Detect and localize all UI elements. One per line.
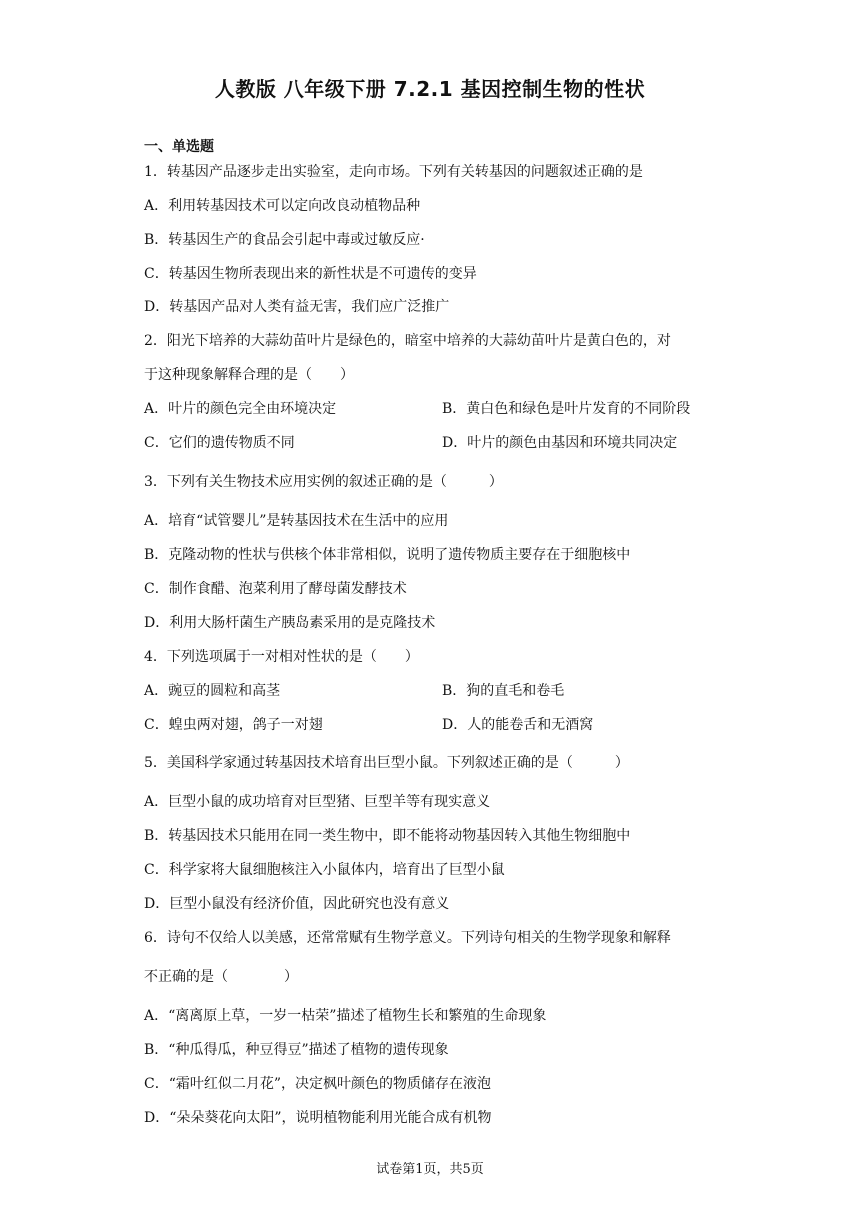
question-2-option-a: A．叶片的颜色完全由环境决定	[144, 401, 337, 417]
question-5-option-b: B．转基因技术只能用在同一类生物中，即不能将动物基因转入其他生物细胞中	[144, 828, 631, 844]
question-4-option-a: A．豌豆的圆粒和高茎	[144, 683, 281, 699]
question-4-option-d: D．人的能卷舌和无酒窝	[442, 717, 594, 733]
page-footer: 试卷第1页，共5页	[376, 1162, 484, 1177]
question-3-stem: 3．下列有关生物技术应用实例的叙述正确的是（ ）	[144, 474, 503, 490]
question-6-stem-line-2: 不正确的是（ ）	[144, 969, 298, 985]
question-5-option-d: D．巨型小鼠没有经济价值，因此研究也没有意义	[144, 896, 450, 912]
question-2-option-c: C．它们的遗传物质不同	[144, 435, 295, 451]
question-1-stem: 1．转基因产品逐步走出实验室，走向市场。下列有关转基因的问题叙述正确的是	[144, 164, 643, 180]
section-heading: 一、单选题	[144, 139, 214, 155]
page-title: 人教版 八年级下册 7.2.1 基因控制生物的性状	[214, 77, 646, 101]
question-2-stem-line-2: 于这种现象解释合理的是（ ）	[144, 367, 354, 383]
question-3-option-a: A．培育“试管婴儿”是转基因技术在生活中的应用	[144, 513, 449, 529]
question-1-option-d: D．转基因产品对人类有益无害，我们应广泛推广	[144, 299, 450, 315]
question-5-option-a: A．巨型小鼠的成功培育对巨型猪、巨型羊等有现实意义	[144, 794, 491, 810]
question-2-stem-line-1: 2．阳光下培养的大蒜幼苗叶片是绿色的，暗室中培养的大蒜幼苗叶片是黄白色的，对	[144, 333, 671, 349]
question-3-option-c: C．制作食醋、泡菜利用了酵母菌发酵技术	[144, 581, 407, 597]
question-6-option-b: B．“种瓜得瓜，种豆得豆”描述了植物的遗传现象	[144, 1042, 449, 1058]
question-4-stem: 4．下列选项属于一对相对性状的是（ ）	[144, 649, 419, 665]
question-2-option-d: D．叶片的颜色由基因和环境共同决定	[442, 435, 678, 451]
question-5-stem: 5．美国科学家通过转基因技术培育出巨型小鼠。下列叙述正确的是（ ）	[144, 755, 629, 771]
question-2-option-b: B．黄白色和绿色是叶片发育的不同阶段	[442, 401, 691, 417]
question-6-stem-line-1: 6．诗句不仅给人以美感，还常常赋有生物学意义。下列诗句相关的生物学现象和解释	[144, 930, 671, 946]
question-4-option-b: B．狗的直毛和卷毛	[442, 683, 565, 699]
question-6-option-d: D．“朵朵葵花向太阳”，说明植物能利用光能合成有机物	[144, 1110, 492, 1126]
question-1-option-b: B．转基因生产的食品会引起中毒或过敏反应·	[144, 232, 425, 248]
question-1-option-a: A．利用转基因技术可以定向改良动植物品种	[144, 198, 421, 214]
question-6-option-c: C．“霜叶红似二月花”，决定枫叶颜色的物质储存在液泡	[144, 1076, 492, 1092]
question-6-option-a: A．“离离原上草，一岁一枯荣”描述了植物生长和繁殖的生命现象	[144, 1008, 547, 1024]
question-1-option-c: C．转基因生物所表现出来的新性状是不可遗传的变异	[144, 266, 477, 282]
question-3-option-d: D．利用大肠杆菌生产胰岛素采用的是克隆技术	[144, 615, 436, 631]
question-3-option-b: B．克隆动物的性状与供核个体非常相似，说明了遗传物质主要存在于细胞核中	[144, 547, 631, 563]
question-4-option-c: C．蝗虫两对翅，鸽子一对翅	[144, 717, 323, 733]
question-5-option-c: C．科学家将大鼠细胞核注入小鼠体内，培育出了巨型小鼠	[144, 862, 505, 878]
